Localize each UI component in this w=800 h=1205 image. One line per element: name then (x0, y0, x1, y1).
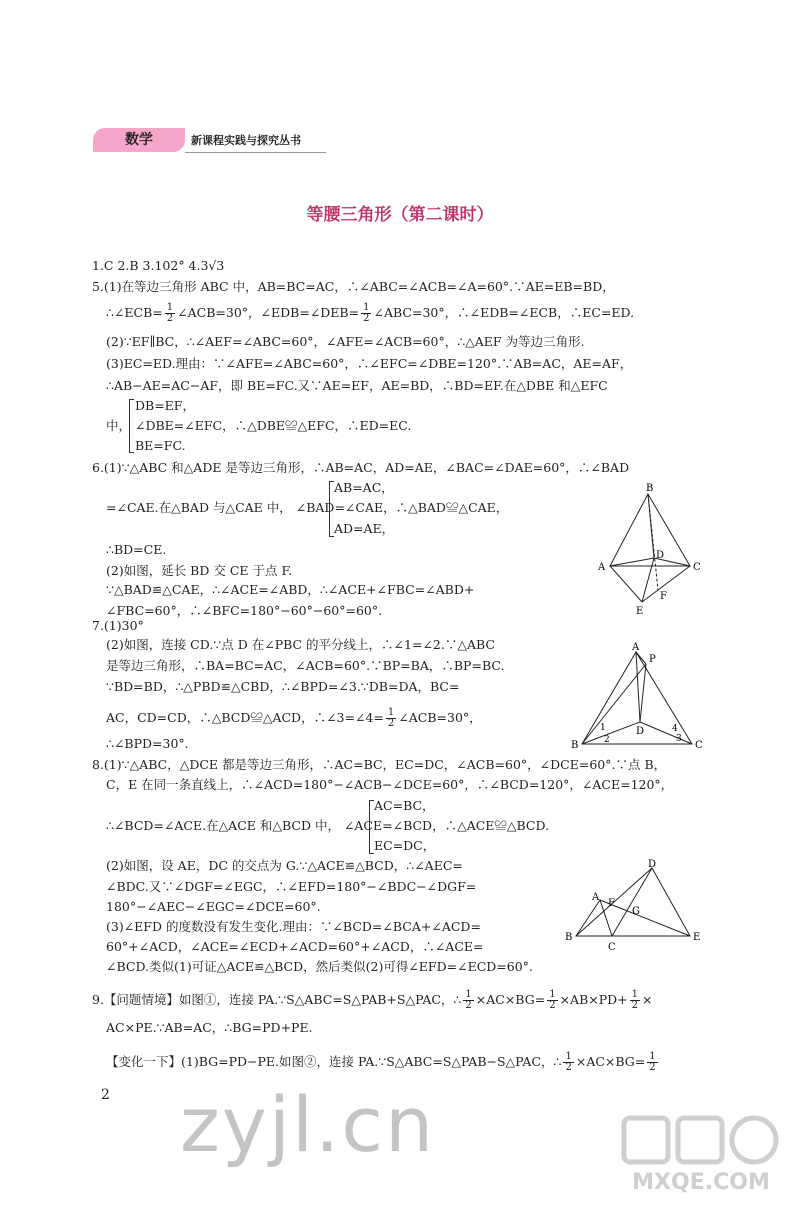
answer-line: 7.(1)30° (92, 618, 144, 633)
answer-line (106, 708, 482, 729)
page-number: 2 (101, 1087, 110, 1103)
fraction (463, 990, 473, 1011)
logo-icon (616, 1108, 786, 1170)
text-run: AC，CD=CD，∴△BCD≌△ACD，∴∠3=∠4= (106, 710, 384, 725)
fraction-denominator: 2 (549, 1000, 556, 1011)
answer-line: 1.C 2.B 3.102° 4.3√3 (92, 258, 225, 273)
point-label: P (649, 654, 656, 665)
answer-line: ∴∠BPD=30°. (106, 736, 189, 751)
point-label: C (608, 942, 616, 952)
page-header (93, 128, 326, 154)
point-label: D (656, 550, 665, 561)
answer-line: ∠BDC.又∵∠DGF=∠EGC，∴∠EFD=180°−∠BDC−∠DGF= (106, 879, 477, 894)
answer-line: 5.(1)在等边三角形 ABC 中，AB=BC=AC，∴∠ABC=∠ACB=∠A=60°.∵AE=EB=BD， (92, 279, 615, 294)
header-divider (185, 152, 326, 153)
figure-problem-7 (568, 640, 708, 754)
angle-label: 2 (604, 735, 610, 745)
answer-line: (2)如图，延长 BD 交 CE 于点 F. (106, 563, 293, 578)
answer-line: AC=BC， (374, 798, 435, 813)
fraction-denominator: 2 (649, 1062, 656, 1073)
answer-line: ∴AB−AE=AC−AF，即 BE=FC.又∵AE=EF，AE=BD，∴BD=EF.在△DBE 和△EFC (106, 378, 608, 393)
angle-label: 4 (672, 724, 678, 734)
text-run: 【变化一下】(1)BG=PD−PE.如图②，连接 PA.∵S△ABC=S△PAB−S△PAC，∴ (106, 1054, 562, 1069)
answer-line: 60°+∠ACD，∠ACE=∠ECD+∠ACD=60°+∠ACD，∴∠ACE= (106, 939, 484, 954)
answer-line: AC×PE.∵AB=AC，∴BG=PD+PE. (106, 1020, 313, 1035)
point-label: B (571, 740, 579, 751)
figure-problem-8 (560, 856, 708, 952)
point-label: F (608, 898, 615, 909)
fraction-numerator: 1 (565, 1051, 572, 1062)
fraction (165, 303, 175, 324)
angle-label: 1 (600, 723, 606, 733)
point-label: F (660, 591, 667, 602)
figure-problem-6 (590, 482, 710, 620)
point-label: B (565, 932, 573, 943)
point-label: A (632, 642, 640, 653)
text-run: ×AC×BG= (475, 992, 546, 1007)
point-label: A (598, 562, 606, 573)
fraction-numerator: 1 (363, 302, 370, 313)
answer-line: (2)如图，连接 CD.∵点 D 在∠PBC 的平分线上，∴∠1=∠2.∵△ABC (106, 637, 495, 652)
watermark: zyjl.cn (180, 1080, 436, 1169)
fraction (361, 303, 371, 324)
answer-line: (3)∠EFD 的度数没有发生变化.理由：∵∠BCD=∠BCA+∠ACD= (106, 919, 481, 934)
point-label: C (693, 562, 701, 573)
fraction (630, 990, 640, 1011)
answer-line: 6.(1)∵△ABC 和△ADE 是等边三角形，∴AB=AC，AD=AE，∠BAC=∠DAE=60°，∴∠BAD (92, 460, 630, 475)
fraction-denominator: 2 (465, 1000, 472, 1011)
answer-line: =∠CAE.在△BAD 与△CAE 中， ∠BAD=∠CAE，∴△BAD≌△CAE， (106, 500, 509, 515)
fraction-denominator: 2 (631, 1000, 639, 1011)
fraction-denominator: 2 (387, 718, 395, 729)
point-label: E (693, 932, 701, 943)
subject-tab: 数学 (93, 128, 185, 152)
answer-line: (3)EC=ED.理由：∵∠AFE=∠ABC=60°，∴∠EFC=∠DBE=120°.∵AB=AC，AE=AF， (106, 356, 633, 371)
site-logo (616, 1108, 786, 1198)
point-label: B (646, 483, 654, 494)
answer-line: AB=AC， (334, 480, 394, 495)
answer-line: (2)如图，设 AE，DC 的交点为 G.∵△ACE≌△BCD，∴∠AEC= (106, 858, 463, 873)
answer-line (106, 1052, 660, 1073)
point-label: C (695, 740, 703, 751)
answer-line: (2)∵EF∥BC，∴∠AEF=∠ABC=60°，∠AFE=∠ACB=60°，∴△AEF 为等边三角形. (106, 334, 585, 349)
answer-line: BE=FC. (135, 438, 186, 453)
answer-line: ∵BD=BD，∴△PBD≌△CBD，∴∠BPD=∠3.∵DB=DA，BC= (106, 679, 460, 694)
answer-line (92, 990, 653, 1011)
answer-line: ∴BD=CE. (106, 542, 167, 557)
logo-text: MXQE.COM (632, 1170, 770, 1195)
answer-line (106, 303, 634, 324)
fraction-numerator: 1 (387, 707, 395, 718)
answer-line: ∠BCD.类似(1)可证△ACE≌△BCD，然后类似(2)可得∠EFD=∠ECD=60°. (106, 959, 533, 974)
fraction-numerator: 1 (631, 989, 639, 1000)
fraction-numerator: 1 (166, 302, 174, 313)
fraction-numerator: 1 (465, 989, 472, 1000)
fraction (647, 1052, 657, 1073)
point-label: D (636, 726, 645, 737)
fraction-denominator: 2 (166, 313, 174, 324)
fraction-numerator: 1 (549, 989, 556, 1000)
answer-line: ∵△BAD≌△CAE，∴∠ACE=∠ABD，∴∠ACE+∠FBC=∠ABD+ (106, 582, 475, 597)
text-run: ∠ABC=30°，∴∠EDB=∠ECB，∴EC=ED. (373, 305, 635, 320)
answer-line: EC=DC， (374, 838, 436, 853)
answer-line: ∠FBC=60°，∴∠BFC=180°−60°−60°=60°. (106, 603, 383, 618)
fraction (563, 1052, 573, 1073)
text-run: ×AB×PD+ (559, 992, 628, 1007)
fraction (547, 990, 557, 1011)
series-title: 新课程实践与探究丛书 (191, 134, 301, 147)
answer-line: 180°−∠AEC−∠EGC=∠DCE=60°. (106, 899, 321, 914)
answer-line: AD=AE， (334, 521, 395, 536)
text-run: ×AC×BG= (575, 1054, 646, 1069)
fraction (386, 708, 396, 729)
answer-line: 是等边三角形，∴BA=BC=AC，∠ACB=60°.∵BP=BA，∴BP=BC. (106, 658, 505, 673)
text-run: 9.【问题情境】如图①，连接 PA.∵S△ABC=S△PAB+S△PAC，∴ (92, 992, 462, 1007)
text-run: ∴∠ECB= (106, 305, 163, 320)
point-label: G (632, 906, 640, 917)
point-label: E (636, 606, 644, 617)
section-title: 等腰三角形（第二课时） (306, 205, 494, 225)
point-label: A (592, 892, 600, 903)
fraction-denominator: 2 (565, 1062, 572, 1073)
answer-line: C，E 在同一条直线上，∴∠ACD=180°−∠ACB−∠DCE=60°，∴∠BCD=120°，∠ACE=120°， (106, 777, 674, 792)
text-run: ∠ACB=30°，∠EDB=∠DEB= (177, 305, 360, 320)
point-label: D (648, 859, 657, 870)
answer-line: DB=EF， (135, 398, 195, 413)
text-run: × (642, 992, 653, 1007)
fraction-numerator: 1 (649, 1051, 656, 1062)
answer-line: ∴∠BCD=∠ACE.在△ACE 和△BCD 中， ∠ACE=∠BCD，∴△ACE≌△BCD. (106, 818, 550, 833)
answer-line: 8.(1)∵△ABC，△DCE 都是等边三角形，∴AC=BC，EC=DC，∠ACB=60°，∠DCE=60°.∵点 B， (92, 757, 667, 772)
text-run: ∠ACB=30°， (398, 710, 482, 725)
fraction-denominator: 2 (363, 313, 370, 324)
angle-label: 3 (676, 734, 682, 744)
answer-line: 中， ∠DBE=∠EFC，∴△DBE≌△EFC，∴ED=EC. (106, 418, 412, 433)
